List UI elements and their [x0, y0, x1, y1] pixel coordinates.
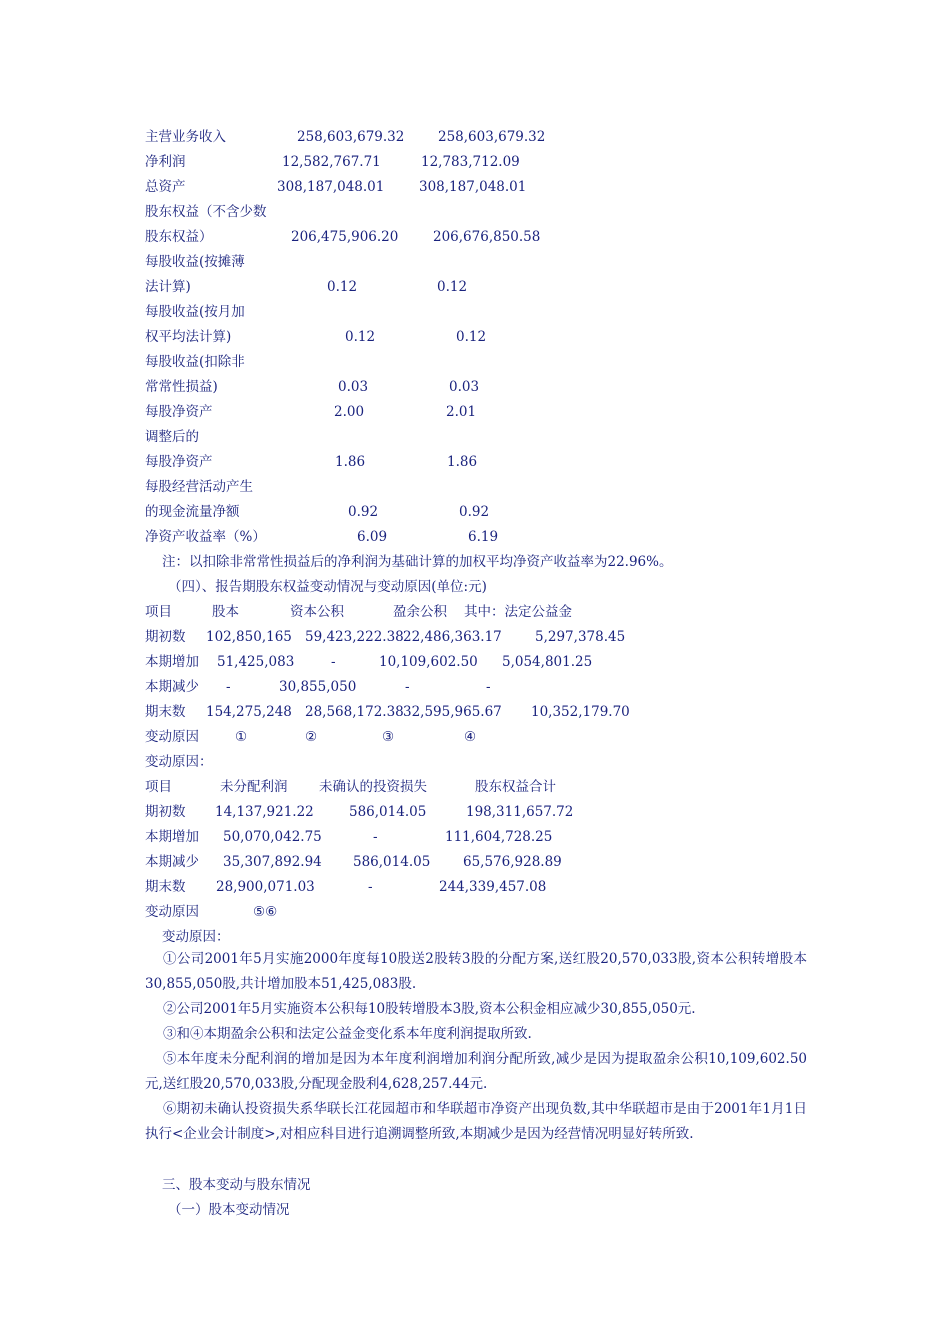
table-cell: 59,423,222.38 — [305, 629, 404, 645]
column-header: 盈余公积 — [393, 604, 447, 620]
row-value-2: 12,783,712.09 — [421, 154, 520, 170]
row-label: 每股收益(按月加 — [145, 304, 245, 320]
table-cell: 30,855,050 — [279, 679, 357, 695]
table-cell: 28,900,071.03 — [216, 879, 315, 895]
row-label: 每股净资产 — [145, 404, 213, 420]
section-3-1-title: （一）股本变动情况 — [168, 1202, 290, 1218]
table-cell: 14,137,921.22 — [215, 804, 314, 820]
row-label: 本期增加 — [145, 654, 199, 670]
change-reason-label: 变动原因： — [162, 929, 230, 945]
row-label: 主营业务收入 — [145, 129, 226, 145]
row-value-1: 0.12 — [345, 329, 376, 345]
table-cell: ⑤⑥ — [253, 904, 278, 920]
table-cell: 154,275,248 — [206, 704, 292, 720]
row-label: 总资产 — [145, 179, 186, 195]
table-cell: - — [368, 879, 373, 895]
paragraph-reason-2: ②公司2001年5月实施资本公积每10股转增股本3股,资本公积金相应减少30,855,050元. — [163, 1001, 696, 1017]
table-cell: 102,850,165 — [206, 629, 292, 645]
row-value-1: 12,582,767.71 — [282, 154, 381, 170]
table-cell: 22,486,363.17 — [403, 629, 502, 645]
row-label: 每股净资产 — [145, 454, 213, 470]
table-cell: ④ — [464, 729, 477, 745]
paragraph-reason-5: ⑥期初未确认投资损失系华联长江花园超市和华联超市净资产出现负数,其中华联超市是由于2001年1月1日执行<企业会计制度>,对相应科目进行追溯调整所致,本期减少是因为经营情况明显好转所致. — [145, 1101, 807, 1142]
row-value-1: 258,603,679.32 — [297, 129, 405, 145]
table-cell: - — [331, 654, 336, 670]
table-cell: ② — [305, 729, 318, 745]
row-label: 本期增加 — [145, 829, 199, 845]
change-reason-label: 变动原因： — [145, 754, 213, 770]
row-label: 股东权益） — [145, 229, 213, 245]
row-label: 法计算) — [145, 279, 191, 295]
row-label: 每股收益(按摊薄 — [145, 254, 245, 270]
row-value-1: 2.00 — [334, 404, 365, 420]
section-4-title: （四）、报告期股东权益变动情况与变动原因(单位:元) — [168, 579, 487, 595]
row-label: 期末数 — [145, 704, 186, 720]
table-cell: ① — [235, 729, 248, 745]
row-label: 的现金流量净额 — [145, 504, 240, 520]
column-header: 其中：法定公益金 — [464, 604, 572, 620]
table-cell: ③ — [382, 729, 395, 745]
table-cell: 50,070,042.75 — [223, 829, 322, 845]
row-label: 本期减少 — [145, 854, 199, 870]
row-value-2: 0.12 — [437, 279, 468, 295]
paragraph-reason-3: ③和④本期盈余公积和法定公益金变化系本年度利润提取所致. — [163, 1026, 532, 1042]
table-cell: 51,425,083 — [217, 654, 295, 670]
row-label: 变动原因 — [145, 904, 199, 920]
table-cell: - — [373, 829, 378, 845]
table-cell: 10,352,179.70 — [531, 704, 630, 720]
row-value-1: 308,187,048.01 — [277, 179, 385, 195]
table-cell: 35,307,892.94 — [223, 854, 322, 870]
row-label: 净资产收益率（%） — [145, 529, 266, 545]
table-cell: 244,339,457.08 — [439, 879, 547, 895]
column-header: 项目 — [145, 779, 172, 795]
row-value-2: 308,187,048.01 — [419, 179, 527, 195]
row-value-2: 0.03 — [449, 379, 480, 395]
row-label: 本期减少 — [145, 679, 199, 695]
table-cell: 586,014.05 — [349, 804, 427, 820]
column-header: 项目 — [145, 604, 172, 620]
table-cell: - — [405, 679, 410, 695]
row-label: 变动原因 — [145, 729, 199, 745]
table-cell: 28,568,172.38 — [305, 704, 404, 720]
row-value-2: 2.01 — [446, 404, 477, 420]
row-value-1: 0.12 — [327, 279, 358, 295]
table-cell: - — [226, 679, 231, 695]
note: 注：以扣除非常常性损益后的净利润为基础计算的加权平均净资产收益率为22.96%。 — [162, 554, 673, 570]
column-header: 股本 — [212, 604, 239, 620]
row-value-1: 6.09 — [357, 529, 388, 545]
table-cell: 5,054,801.25 — [502, 654, 593, 670]
row-value-2: 258,603,679.32 — [438, 129, 546, 145]
table-cell: 586,014.05 — [353, 854, 431, 870]
column-header: 未分配利润 — [220, 779, 288, 795]
table-cell: 111,604,728.25 — [445, 829, 553, 845]
paragraph-reason-4: ⑤本年度未分配利润的增加是因为本年度利润增加利润分配所致,减少是因为提取盈余公积10,109,602.50元,送红股20,570,033股,分配现金股利4,628,257.44元. — [145, 1051, 807, 1092]
row-label: 调整后的 — [145, 429, 199, 445]
table-cell: 32,595,965.67 — [403, 704, 502, 720]
row-value-2: 206,676,850.58 — [433, 229, 541, 245]
row-label: 每股经营活动产生 — [145, 479, 253, 495]
table-cell: 198,311,657.72 — [466, 804, 574, 820]
row-value-1: 0.03 — [338, 379, 369, 395]
section-3-title: 三、股本变动与股东情况 — [162, 1177, 311, 1193]
row-value-2: 0.12 — [456, 329, 487, 345]
row-label: 期末数 — [145, 879, 186, 895]
row-label: 常常性损益) — [145, 379, 218, 395]
table-cell: 10,109,602.50 — [379, 654, 478, 670]
row-value-1: 1.86 — [335, 454, 366, 470]
table-cell: - — [486, 679, 491, 695]
row-value-2: 6.19 — [468, 529, 499, 545]
table-cell: 5,297,378.45 — [535, 629, 626, 645]
row-label: 每股收益(扣除非 — [145, 354, 245, 370]
row-label: 权平均法计算) — [145, 329, 232, 345]
column-header: 资本公积 — [290, 604, 344, 620]
row-value-1: 0.92 — [348, 504, 379, 520]
column-header: 股东权益合计 — [475, 779, 556, 795]
row-label: 期初数 — [145, 629, 186, 645]
column-header: 未确认的投资损失 — [319, 779, 427, 795]
row-value-2: 0.92 — [459, 504, 490, 520]
row-label: 期初数 — [145, 804, 186, 820]
table-cell: 65,576,928.89 — [463, 854, 562, 870]
row-label: 股东权益（不含少数 — [145, 204, 267, 220]
row-label: 净利润 — [145, 154, 186, 170]
row-value-1: 206,475,906.20 — [291, 229, 399, 245]
row-value-2: 1.86 — [447, 454, 478, 470]
paragraph-reason-1: ①公司2001年5月实施2000年度每10股送2股转3股的分配方案,送红股20,570,033股,资本公积转增股本30,855,050股,共计增加股本51,425,083股. — [145, 951, 807, 992]
